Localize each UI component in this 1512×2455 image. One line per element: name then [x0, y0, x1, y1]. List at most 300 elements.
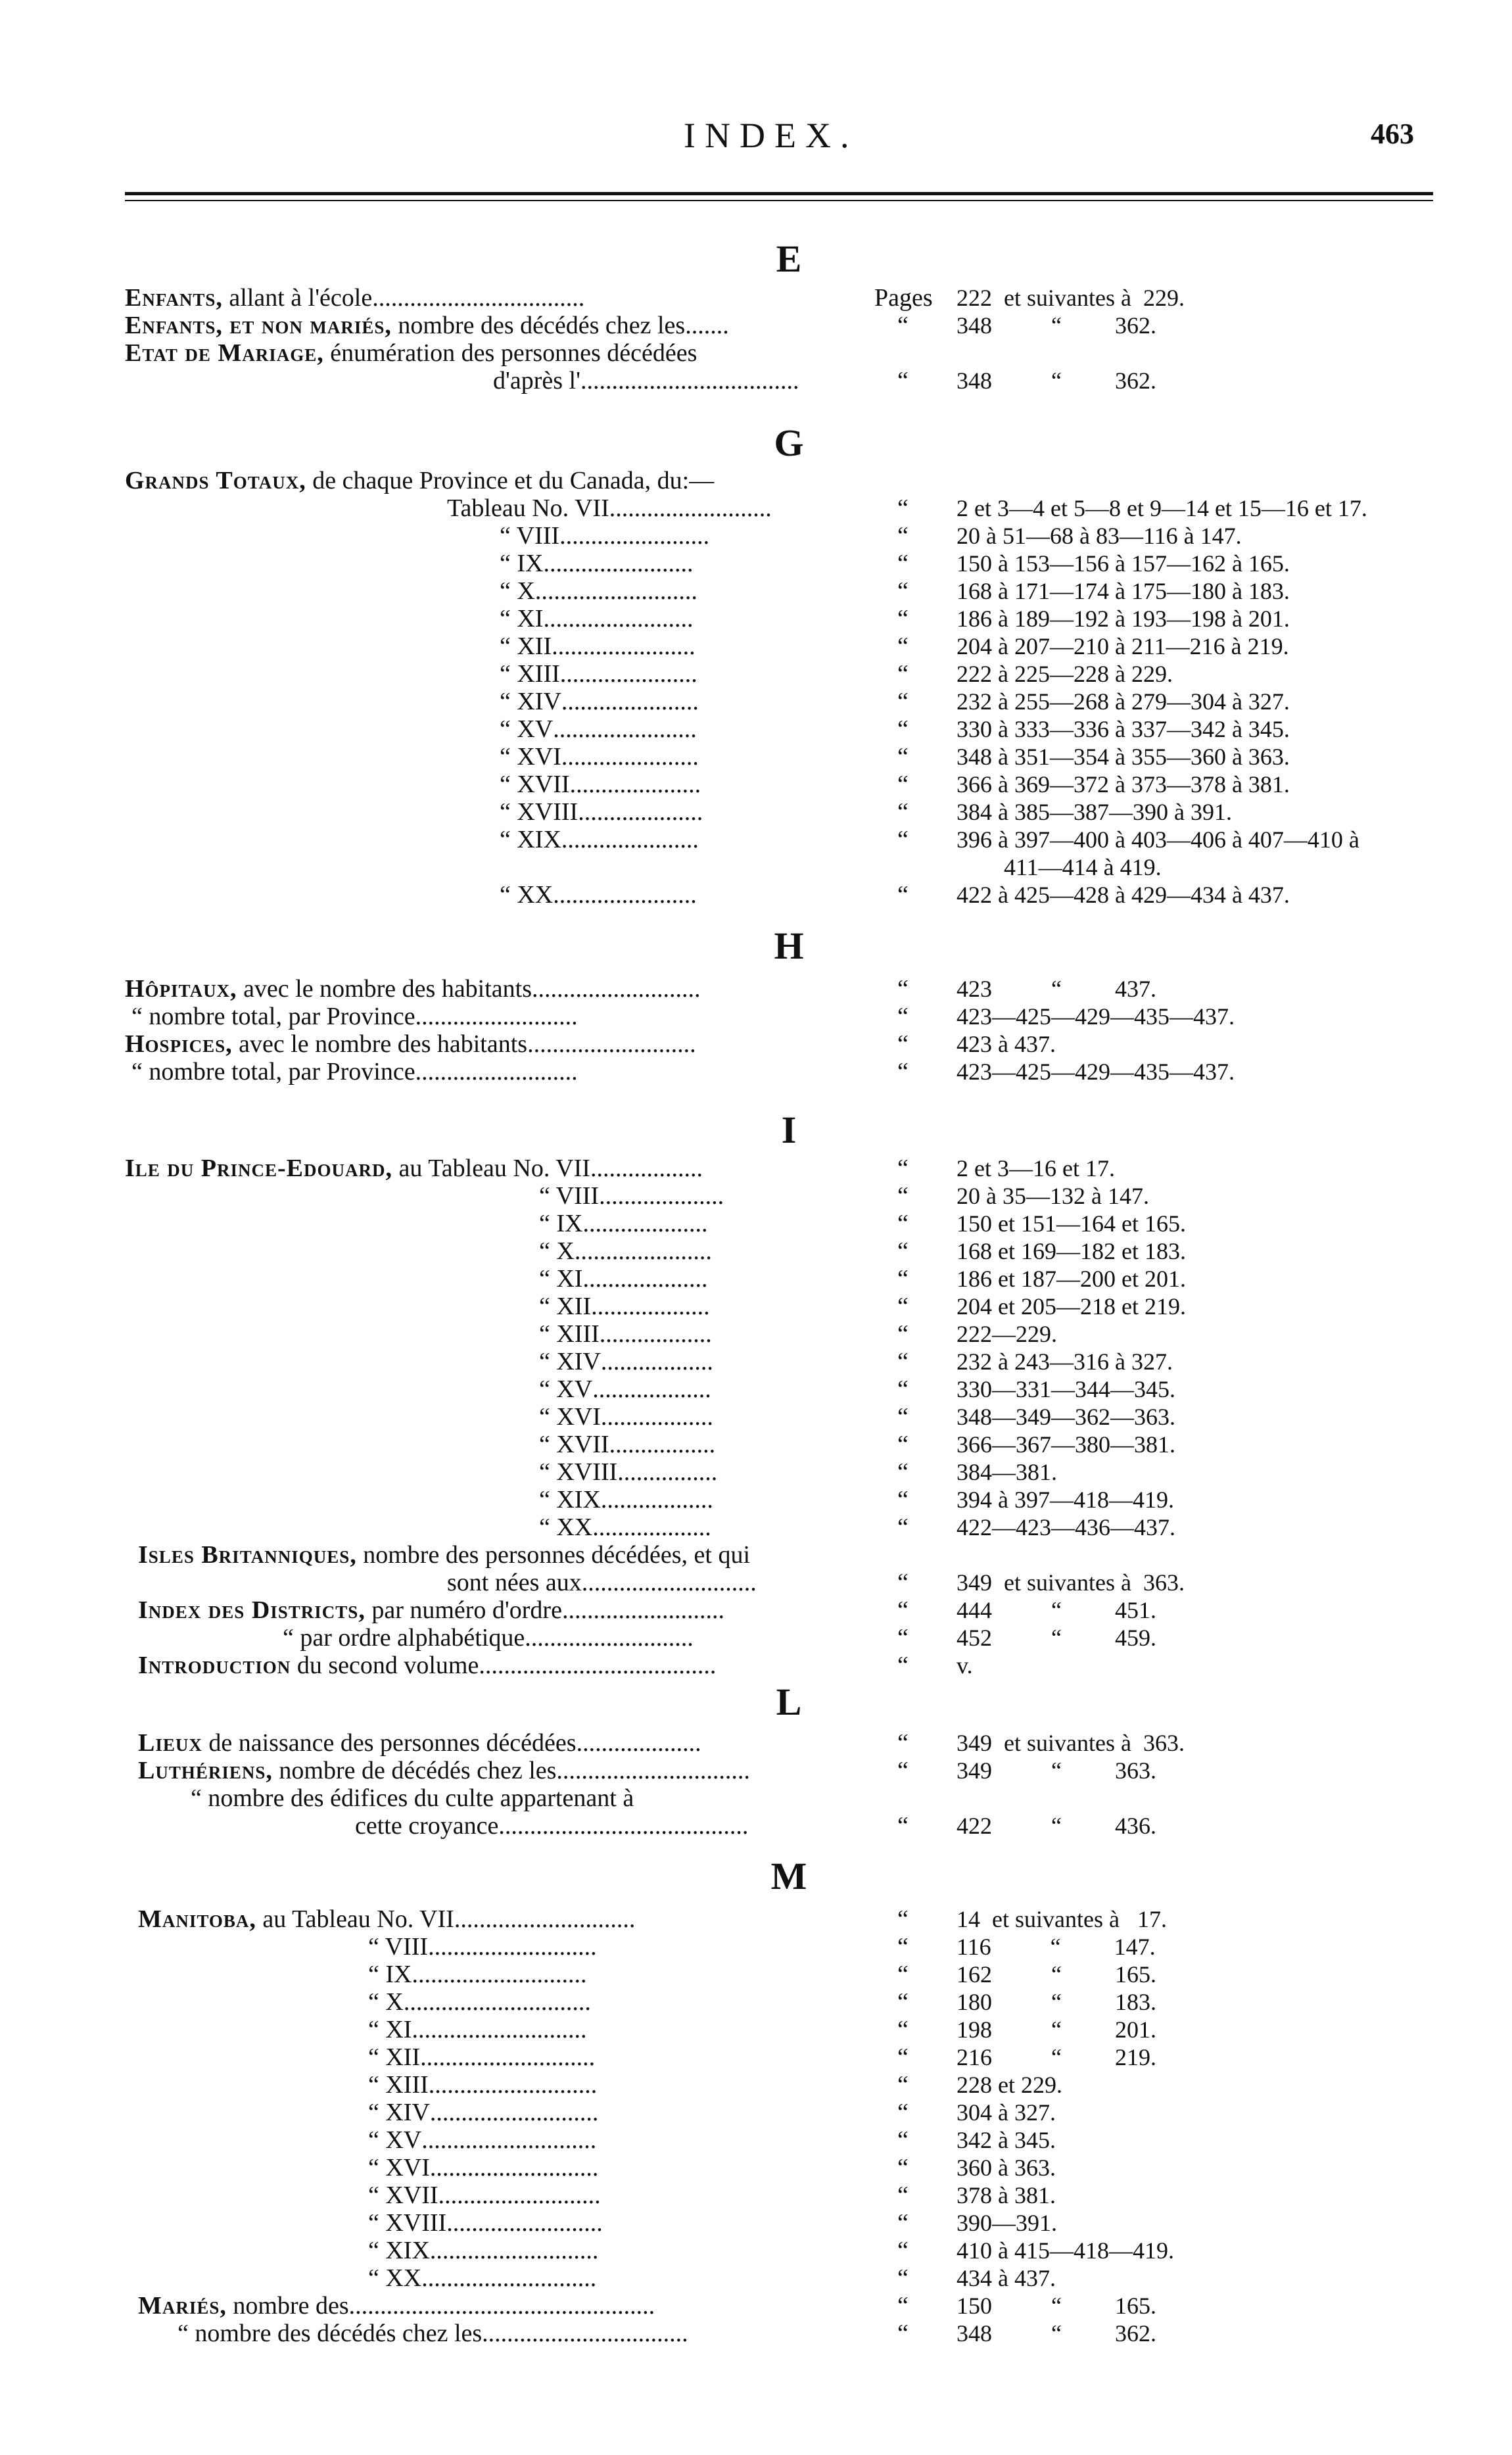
entry-text — [500, 577, 697, 605]
ditto-mark: “ — [897, 2292, 909, 2320]
dot-leader: .................... — [582, 1265, 708, 1293]
entry-text — [368, 2154, 599, 2181]
page-references: 422 à 425—428 à 429—434 à 437. — [957, 882, 1290, 908]
entry-label: “ XVIII — [539, 1458, 618, 1486]
dot-leader: ........................... — [525, 1624, 694, 1652]
entry-text — [539, 1431, 716, 1458]
ditto-mark: “ — [897, 1058, 909, 1085]
page-references: 366 à 369—372 à 373—378 à 381. — [957, 771, 1290, 798]
page-references: 378 à 381. — [957, 2182, 1056, 2208]
entry-label: “ XI — [368, 2016, 412, 2043]
dot-leader: ............................ — [421, 2126, 597, 2154]
entry-text — [500, 771, 701, 798]
dot-leader: ...................... — [561, 688, 699, 715]
entry-text — [500, 550, 693, 577]
entry-text — [177, 2320, 688, 2347]
dot-leader: ........................... — [429, 2237, 599, 2264]
entry-text — [125, 1155, 703, 1182]
entry-text — [539, 1403, 713, 1431]
entry-label: “ XIV — [539, 1348, 601, 1375]
page-references: 348 “ 362. — [957, 368, 1156, 394]
entry-text — [125, 1030, 696, 1058]
ditto-mark: “ — [897, 1348, 909, 1375]
page-references: 330 à 333—336 à 337—342 à 345. — [957, 716, 1290, 742]
page-references: 423—425—429—435—437. — [957, 1003, 1235, 1030]
entry-text — [539, 1210, 707, 1237]
ditto-mark: “ — [897, 1375, 909, 1403]
page-references: 20 à 51—68 à 83—116 à 147. — [957, 523, 1242, 549]
entry-label: “ XIX — [500, 826, 561, 853]
ditto-mark: “ — [897, 1265, 909, 1293]
ditto-mark: “ — [897, 522, 909, 550]
dot-leader: ........................... — [429, 2154, 599, 2181]
entry-label: “ X — [368, 1988, 404, 2016]
entry-label: “ XVI — [539, 1403, 601, 1431]
entry-label: avec le nombre des habitants — [232, 1030, 528, 1058]
entry-label: “ XV — [368, 2126, 422, 2154]
ditto-mark: “ — [897, 1155, 909, 1182]
dot-leader: ............................ — [412, 2016, 587, 2043]
ditto-mark: “ — [897, 2320, 909, 2347]
ditto-mark: “ — [897, 1652, 909, 1679]
entry-text — [125, 312, 729, 339]
page-references: 342 à 345. — [957, 2127, 1056, 2153]
entry-text — [368, 1933, 597, 1961]
entry-text — [539, 1265, 707, 1293]
page-references: 150 à 153—156 à 157—162 à 165. — [957, 550, 1290, 577]
dot-leader: ...................................... — [479, 1652, 717, 1679]
entry-text — [500, 605, 693, 632]
entry-label: “ nombre total, par Province — [131, 1003, 415, 1030]
entry-text — [500, 660, 697, 688]
page-references: 232 à 255—268 à 279—304 à 327. — [957, 688, 1290, 715]
entry-heading: Lieux — [138, 1729, 202, 1757]
dot-leader: ................... — [592, 1375, 711, 1403]
entry-label: “ VIII — [500, 522, 560, 550]
entry-heading: Hospices, — [125, 1030, 233, 1058]
entry-label: “ IX — [368, 1961, 412, 1988]
ditto-mark: “ — [897, 1757, 909, 1784]
page-references: 150 “ 165. — [957, 2293, 1156, 2319]
ditto-mark: “ — [897, 1486, 909, 1514]
dot-leader: ....................... — [552, 632, 696, 660]
ditto-mark: “ — [897, 1812, 909, 1840]
dot-leader: .......................... — [561, 1596, 724, 1624]
ditto-mark: “ — [897, 660, 909, 688]
entry-label: “ XIII — [368, 2071, 429, 2099]
dot-leader: ........................... — [428, 1933, 597, 1961]
entry-heading: Index des Districts, — [138, 1596, 366, 1624]
dot-leader: ................................................. — [348, 2292, 655, 2320]
entry-heading: Enfants, — [125, 284, 223, 312]
dot-leader: .................. — [600, 1403, 713, 1431]
ditto-mark: “ — [897, 1988, 909, 2016]
page-references: 168 et 169—182 et 183. — [957, 1238, 1186, 1264]
ditto-mark: “ — [897, 881, 909, 909]
section-letter-e: E — [776, 237, 802, 280]
page-references: 20 à 35—132 à 147. — [957, 1183, 1149, 1209]
page-references: 198 “ 201. — [957, 2016, 1156, 2043]
entry-label: de chaque Province et du Canada, du:— — [306, 467, 715, 494]
entry-label: “ XV — [500, 715, 554, 743]
entry-text — [368, 2043, 595, 2071]
entry-label: cette croyance — [355, 1812, 499, 1840]
ditto-mark: “ — [897, 367, 909, 394]
entry-label: “ XII — [500, 632, 552, 660]
entry-text — [539, 1514, 711, 1541]
page-references: 2 et 3—4 et 5—8 et 9—14 et 15—16 et 17. — [957, 495, 1367, 521]
page-references: 360 à 363. — [957, 2155, 1056, 2181]
entry-text — [125, 975, 701, 1003]
entry-label: “ XIV — [368, 2099, 430, 2126]
page-references: 366—367—380—381. — [957, 1431, 1175, 1458]
entry-text — [368, 2181, 601, 2209]
entry-text — [283, 1624, 694, 1652]
entry-heading: Etat de Mariage, — [125, 339, 324, 367]
entry-label: de naissance des personnes décédées — [202, 1729, 577, 1757]
ditto-mark: “ — [897, 312, 909, 339]
ditto-mark: “ — [897, 2099, 909, 2126]
section-letter-g: G — [774, 421, 804, 464]
entry-label: nombre des personnes décédées, et qui — [356, 1541, 751, 1569]
ditto-mark: “ — [897, 2209, 909, 2237]
entry-text — [138, 1757, 750, 1784]
page-references: 390—391. — [957, 2210, 1057, 2236]
dot-leader: .......................... — [438, 2181, 601, 2209]
entry-text — [138, 1541, 750, 1569]
entry-label: “ X — [500, 577, 535, 605]
ditto-mark: “ — [897, 1403, 909, 1431]
entry-text — [138, 1652, 716, 1679]
entry-label: “ nombre total, par Province — [131, 1058, 415, 1085]
entry-label: sont nées aux — [447, 1569, 582, 1596]
dot-leader: .......................... — [609, 494, 772, 522]
entry-text — [368, 1961, 586, 1988]
entry-text — [539, 1458, 717, 1486]
page-references: 423 à 437. — [957, 1031, 1056, 1057]
dot-leader: ................... — [592, 1514, 711, 1541]
page-references: 222—229. — [957, 1321, 1057, 1347]
ditto-mark: “ — [897, 605, 909, 632]
dot-leader: ........................ — [543, 550, 694, 577]
ditto-mark: “ — [897, 1182, 909, 1210]
ditto-mark: “ — [897, 1431, 909, 1458]
entry-text — [131, 1003, 578, 1030]
dot-leader: ............................ — [581, 1569, 757, 1596]
entry-heading: Ile du Prince-Edouard, — [125, 1155, 393, 1182]
page-references: 204 et 205—218 et 219. — [957, 1293, 1186, 1320]
ditto-mark: “ — [897, 1624, 909, 1652]
entry-heading: Mariés, — [138, 2292, 227, 2320]
ditto-mark: “ — [897, 2237, 909, 2264]
page-references: 348 “ 362. — [957, 312, 1156, 339]
entry-label: “ IX — [539, 1210, 583, 1237]
entry-text — [539, 1348, 713, 1375]
page-references: 396 à 397—400 à 403—406 à 407—410 à — [957, 826, 1359, 853]
dot-leader: ................ — [617, 1458, 718, 1486]
page-references: 349 “ 363. — [957, 1757, 1156, 1784]
entry-label: “ XIII — [500, 660, 560, 688]
entry-label: “ XII — [368, 2043, 421, 2071]
ditto-mark: “ — [897, 2154, 909, 2181]
dot-leader: .................... — [582, 1210, 708, 1237]
entry-text — [125, 284, 584, 312]
dot-leader: ......................... — [446, 2209, 603, 2237]
entry-text — [500, 826, 699, 853]
entry-heading: Luthériens, — [138, 1757, 273, 1784]
dot-leader: ........................ — [543, 605, 694, 632]
entry-label: nombre des — [226, 2292, 349, 2320]
dot-leader: ........................................ — [498, 1812, 749, 1840]
ditto-mark: “ — [897, 975, 909, 1003]
page-number: 463 — [1371, 118, 1414, 150]
entry-text — [138, 1729, 701, 1757]
entry-text — [138, 1596, 724, 1624]
entry-text — [368, 2264, 596, 2292]
ditto-mark: “ — [897, 2016, 909, 2043]
entry-heading: Enfants, et non mariés, — [125, 312, 392, 339]
page-references: 411—414 à 419. — [957, 854, 1162, 880]
page-references: 204 à 207—210 à 211—216 à 219. — [957, 633, 1289, 659]
ditto-mark: “ — [897, 826, 909, 853]
page-references: 2 et 3—16 et 17. — [957, 1155, 1115, 1181]
entry-label: au Tableau No. VII — [392, 1155, 590, 1182]
ditto-mark: “ — [897, 1320, 909, 1348]
dot-leader: ...................... — [561, 826, 699, 853]
entry-text — [368, 2071, 598, 2099]
ditto-mark: “ — [897, 1933, 909, 1961]
entry-text — [500, 715, 697, 743]
ditto-mark: “ — [897, 1514, 909, 1541]
dot-leader: .................... — [578, 798, 703, 826]
section-letter-m: M — [770, 1855, 807, 1897]
entry-text — [191, 1784, 634, 1812]
entry-text — [500, 688, 699, 715]
ditto-mark: “ — [897, 632, 909, 660]
entry-text — [500, 522, 709, 550]
ditto-mark: “ — [897, 743, 909, 771]
entry-label: “ XVI — [500, 743, 561, 771]
page-references: 186 et 187—200 et 201. — [957, 1266, 1186, 1292]
page-references: 423—425—429—435—437. — [957, 1059, 1235, 1085]
section-letter-h: H — [774, 924, 804, 967]
entry-label: “ XVIII — [500, 798, 579, 826]
entry-label: “ X — [539, 1237, 575, 1265]
running-header-title: INDEX. — [684, 116, 859, 155]
page-references: 162 “ 165. — [957, 1961, 1156, 1988]
entry-label: “ nombre des décédés chez les — [177, 2320, 483, 2347]
ditto-mark: “ — [897, 1596, 909, 1624]
entry-heading: Isles Britanniques, — [138, 1541, 357, 1569]
dot-leader: ................. — [609, 1431, 716, 1458]
entry-label: d'après l' — [493, 367, 580, 394]
dot-leader: ........................... — [532, 975, 701, 1003]
entry-text — [138, 2292, 655, 2320]
dot-leader: ........................ — [559, 522, 710, 550]
entry-text — [500, 743, 699, 771]
entry-text — [355, 1812, 748, 1840]
page-references: 348 “ 362. — [957, 2320, 1156, 2347]
entry-label: nombre de décédés chez les — [272, 1757, 557, 1784]
ditto-mark: “ — [897, 771, 909, 798]
entry-text — [539, 1237, 712, 1265]
page-references: 228 et 229. — [957, 2072, 1062, 2098]
entry-text — [500, 798, 703, 826]
entry-text — [138, 1905, 636, 1933]
entry-text — [125, 467, 714, 494]
dot-leader: .................. — [600, 1348, 713, 1375]
ditto-mark: “ — [897, 798, 909, 826]
dot-leader: .......................... — [415, 1003, 578, 1030]
entry-text — [539, 1486, 713, 1514]
entry-label: “ IX — [500, 550, 544, 577]
ditto-mark: “ — [897, 1458, 909, 1486]
dot-leader: .......................... — [534, 577, 697, 605]
entry-text — [500, 632, 696, 660]
dot-leader: ............................. — [454, 1905, 636, 1933]
entry-text — [539, 1320, 712, 1348]
dot-leader: .................. — [599, 1320, 712, 1348]
entry-label: “ XIX — [539, 1486, 601, 1514]
entry-label: nombre des décédés chez les — [391, 312, 686, 339]
dot-leader: ............................ — [421, 2264, 597, 2292]
dot-leader: ...................... — [574, 1237, 712, 1265]
ditto-mark: “ — [897, 1030, 909, 1058]
dot-leader: ............................ — [420, 2043, 596, 2071]
entry-text — [368, 1988, 591, 2016]
entry-text — [368, 2016, 586, 2043]
entry-heading: Hôpitaux, — [125, 975, 237, 1003]
dot-leader: ....................... — [553, 881, 697, 909]
entry-label: “ XVIII — [368, 2209, 447, 2237]
ditto-mark: “ — [897, 1293, 909, 1320]
ditto-mark: “ — [897, 2043, 909, 2071]
entry-label: “ XII — [539, 1293, 592, 1320]
dot-leader: ............................... — [556, 1757, 750, 1784]
entry-text — [447, 1569, 757, 1596]
entry-heading: Grands Totaux, — [125, 467, 306, 494]
entry-label: “ VIII — [368, 1933, 429, 1961]
page-references: 222 et suivantes à 229. — [957, 285, 1185, 311]
dot-leader: .............................. — [403, 1988, 591, 2016]
entry-text — [500, 881, 697, 909]
page-references: 150 et 151—164 et 165. — [957, 1210, 1186, 1237]
page-references: 330—331—344—345. — [957, 1376, 1175, 1402]
entry-label: au Tableau No. VII — [256, 1905, 454, 1933]
entry-label: “ par ordre alphabétique — [283, 1624, 525, 1652]
entry-heading: Introduction — [138, 1652, 291, 1679]
ditto-mark: “ — [897, 2181, 909, 2209]
ditto-mark: “ — [897, 2126, 909, 2154]
entry-label: “ XX — [500, 881, 554, 909]
page-references: 116 “ 147. — [957, 1934, 1156, 1960]
ditto-mark: “ — [897, 1210, 909, 1237]
dot-leader: ...................... — [561, 743, 699, 771]
page-references: 410 à 415—418—419. — [957, 2237, 1174, 2264]
ditto-mark: “ — [897, 715, 909, 743]
page-references: 14 et suivantes à 17. — [957, 1906, 1167, 1932]
entry-label: “ XVII — [500, 771, 570, 798]
entry-heading: Manitoba, — [138, 1905, 256, 1933]
entry-label: “ XI — [539, 1265, 583, 1293]
entry-label: allant à l'école — [222, 284, 373, 312]
entry-label: “ XX — [368, 2264, 422, 2292]
entry-label: “ nombre des édifices du culte appartenant à — [191, 1784, 634, 1812]
entry-label: Tableau No. VII — [447, 494, 609, 522]
ditto-mark: “ — [897, 2264, 909, 2292]
page-references: 434 à 437. — [957, 2265, 1056, 2291]
dot-leader: ....... — [685, 312, 729, 339]
entry-text — [447, 494, 772, 522]
page-references: 186 à 189—192 à 193—198 à 201. — [957, 606, 1290, 632]
page-references: 180 “ 183. — [957, 1989, 1156, 2015]
dot-leader: .................................. — [372, 284, 585, 312]
entry-label: “ XIV — [500, 688, 561, 715]
entry-text — [368, 2099, 599, 2126]
ditto-mark: “ — [897, 494, 909, 522]
dot-leader: ....................... — [553, 715, 697, 743]
page-references: 452 “ 459. — [957, 1625, 1156, 1651]
page-references: 348—349—362—363. — [957, 1404, 1175, 1430]
page-references: 222 à 225—228 à 229. — [957, 661, 1173, 687]
page-references: 348 à 351—354 à 355—360 à 363. — [957, 744, 1290, 770]
page-references: 384—381. — [957, 1459, 1057, 1485]
dot-leader: .................... — [576, 1729, 701, 1757]
entry-label: “ XI — [500, 605, 544, 632]
dot-leader: ................................. — [482, 2320, 688, 2347]
entry-text — [539, 1375, 711, 1403]
page-references: 168 à 171—174 à 175—180 à 183. — [957, 578, 1290, 604]
entry-text — [368, 2237, 599, 2264]
page-references: 394 à 397—418—419. — [957, 1487, 1174, 1513]
ditto-mark: “ — [897, 1569, 909, 1596]
ditto-mark: “ — [897, 550, 909, 577]
dot-leader: .................. — [600, 1486, 713, 1514]
ditto-mark: Pages — [874, 284, 933, 312]
entry-label: avec le nombre des habitants — [237, 975, 532, 1003]
entry-label: “ VIII — [539, 1182, 600, 1210]
entry-label: “ XVII — [539, 1431, 609, 1458]
entry-text — [493, 367, 799, 394]
dot-leader: ........................... — [527, 1030, 696, 1058]
ditto-mark: “ — [897, 2071, 909, 2099]
page-references: 423 “ 437. — [957, 976, 1156, 1002]
entry-label: “ XIII — [539, 1320, 600, 1348]
ditto-mark: “ — [897, 1003, 909, 1030]
dot-leader: .................... — [599, 1182, 724, 1210]
entry-text — [539, 1293, 710, 1320]
ditto-mark: “ — [897, 577, 909, 605]
section-letter-l: L — [776, 1680, 802, 1723]
dot-leader: ...................... — [559, 660, 697, 688]
entry-label: “ XIX — [368, 2237, 430, 2264]
entry-label: énumération des personnes décédées — [323, 339, 697, 367]
entry-text — [368, 2209, 603, 2237]
entry-label: “ XVII — [368, 2181, 438, 2209]
dot-leader: ................... — [591, 1293, 710, 1320]
dot-leader: .......................... — [415, 1058, 578, 1085]
page-references: 304 à 327. — [957, 2099, 1056, 2126]
page-references: 349 et suivantes à 363. — [957, 1569, 1185, 1596]
entry-label: “ XV — [539, 1375, 593, 1403]
page-references: 349 et suivantes à 363. — [957, 1730, 1185, 1756]
dot-leader: ........................... — [429, 2099, 599, 2126]
ditto-mark: “ — [897, 1905, 909, 1933]
page-references: 384 à 385—387—390 à 391. — [957, 799, 1232, 825]
dot-leader: ........................... — [428, 2071, 598, 2099]
dot-leader: ............................ — [412, 1961, 587, 1988]
page-references: 422—423—436—437. — [957, 1514, 1175, 1540]
